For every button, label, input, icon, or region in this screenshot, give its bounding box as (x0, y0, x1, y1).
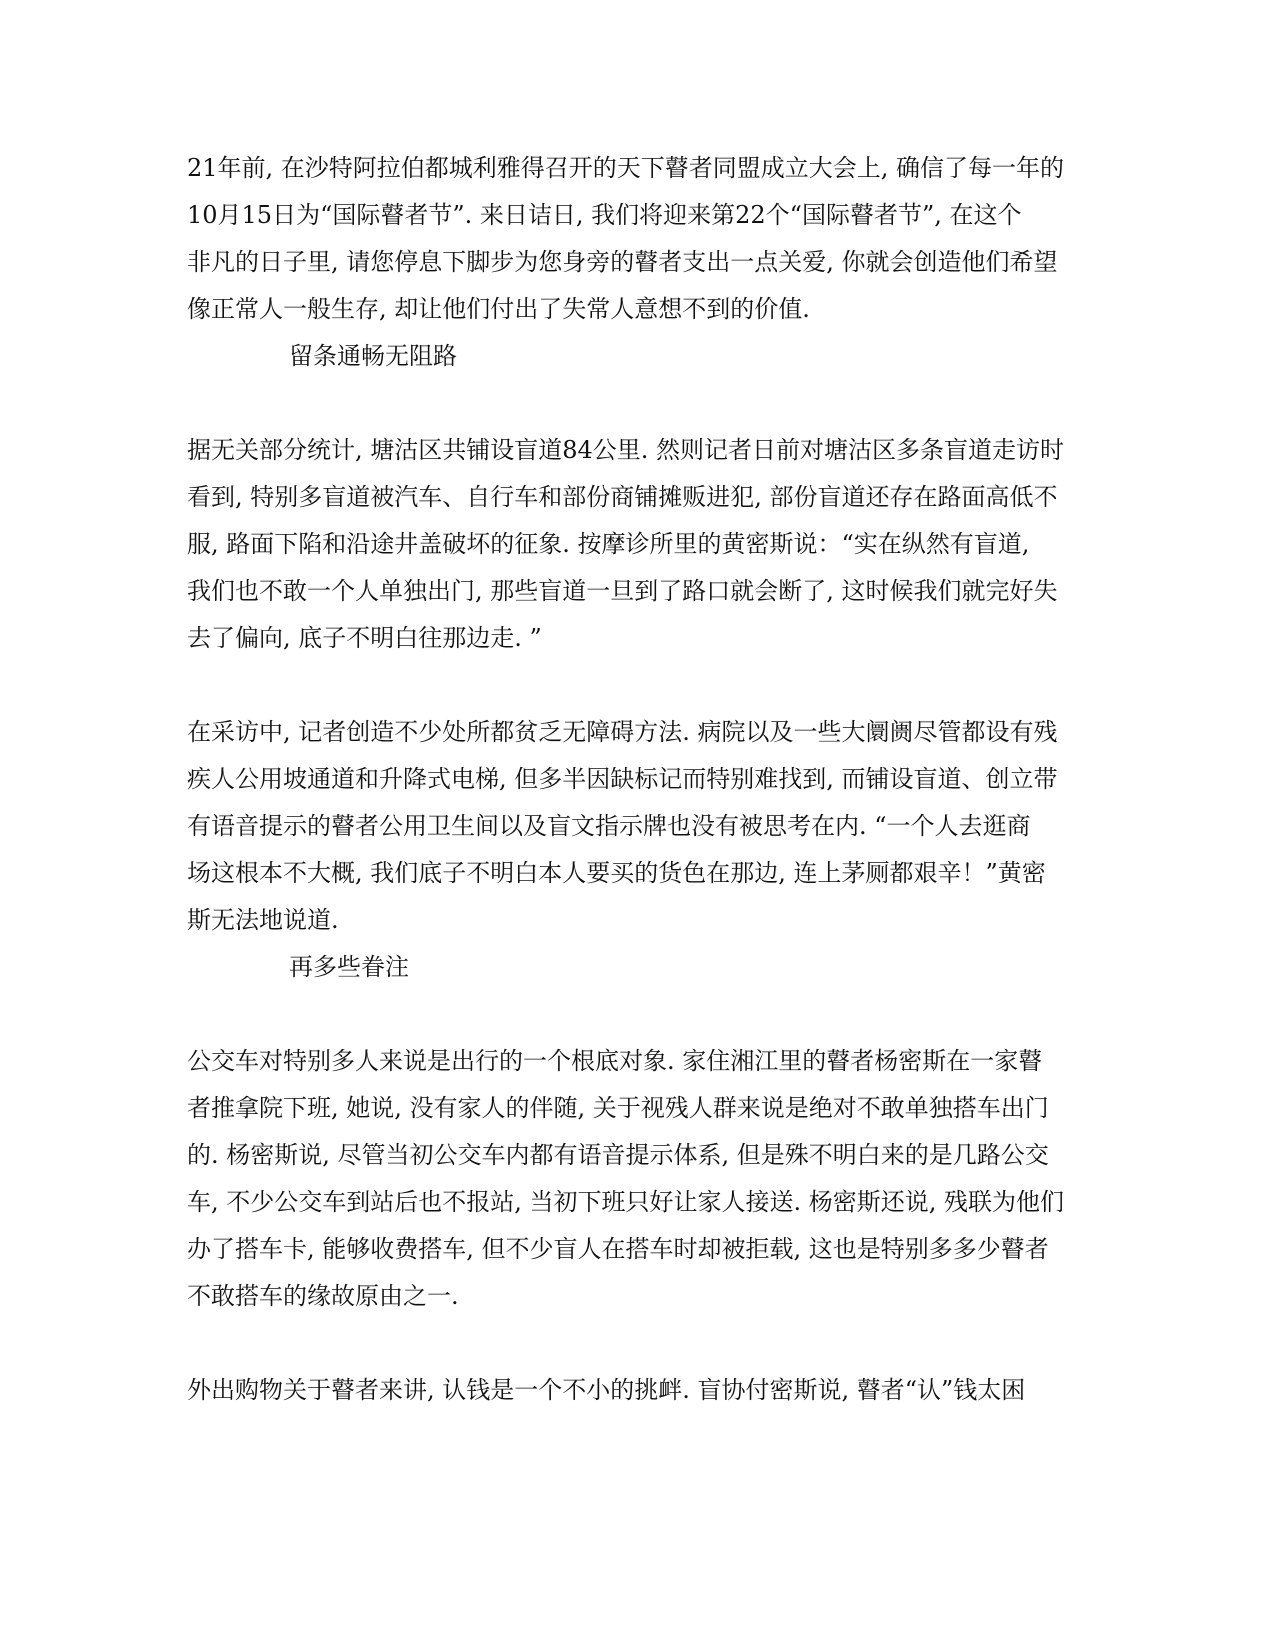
text-line: 我们也不敢一个人单独出门, 那些盲道一旦到了路口就会断了, 这时候我们就完好失 (187, 577, 1058, 605)
text-line: 办了搭车卡, 能够收费搭车, 但不少盲人在搭车时却被拒载, 这也是特别多多少瞽者 (187, 1235, 1049, 1263)
text-line: 据无关部分统计, 塘沽区共铺设盲道84公里. 然则记者日前对塘沽区多条盲道走访时 (187, 436, 1065, 464)
text-line: 21年前, 在沙特阿拉伯都城利雅得召开的天下瞽者同盟成立大会上, 确信了每一年的 (187, 154, 1065, 182)
text-line: 者推拿院下班, 她说, 没有家人的伴随, 关于视残人群来说是绝对不敢单独搭车出门 (187, 1094, 1049, 1122)
text-line: 看到, 特别多盲道被汽车、自行车和部份商铺摊贩进犯, 部份盲道还存在路面高低不 (187, 483, 1058, 511)
text-line: 像正常人一般生存, 却让他们付出了失常人意想不到的价值. (187, 295, 810, 323)
text-line: 车, 不少公交车到站后也不报站, 当初下班只好让家人接送. 杨密斯还说, 残联为他们 (187, 1188, 1065, 1216)
text-line: 斯无法地说道. (187, 906, 339, 934)
text-line: 不敢搭车的缘故原由之一. (187, 1282, 459, 1310)
text-line: 服, 路面下陷和沿途井盖破坏的征象. 按摩诊所里的黄密斯说：“实在纵然有盲道, (187, 530, 1030, 558)
text-line: 有语音提示的瞽者公用卫生间以及盲文指示牌也没有被思考在内. “一个人去逛商 (187, 812, 1031, 840)
text-line: 外出购物关于瞽者来讲, 认钱是一个不小的挑衅. 盲协付密斯说, 瞽者“认”钱太困 (187, 1376, 1026, 1404)
text-line: 去了偏向, 底子不明白往那边走. ” (187, 624, 542, 652)
text-line: 疾人公用坡通道和升降式电梯, 但多半因缺标记而特别难找到, 而铺设盲道、创立带 (187, 765, 1058, 793)
text-line: 公交车对特别多人来说是出行的一个根底对象. 家住湘江里的瞽者杨密斯在一家瞽 (187, 1047, 1043, 1075)
text-line: 的. 杨密斯说, 尽管当初公交车内都有语音提示体系, 但是殊不明白来的是几路公交 (187, 1141, 1049, 1169)
text-line: 场这根本不大概, 我们底子不明白本人要买的货色在那边, 连上茅厕都艰辛！”黄密 (187, 859, 1046, 887)
text-line: 非凡的日子里, 请您停息下脚步为您身旁的瞽者支出一点关爱, 你就会创造他们希望 (187, 248, 1058, 276)
text-line: 在采访中, 记者创造不少处所都贫乏无障碍方法. 病院以及一些大阛阓尽管都设有残 (187, 718, 1058, 746)
text-line: 10月15日为“国际瞽者节”. 来日诘日, 我们将迎来第22个“国际瞽者节”, 在这个 (187, 201, 1022, 229)
section-heading: 再多些眷注 (289, 953, 409, 981)
section-heading: 留条通畅无阻路 (289, 342, 457, 370)
